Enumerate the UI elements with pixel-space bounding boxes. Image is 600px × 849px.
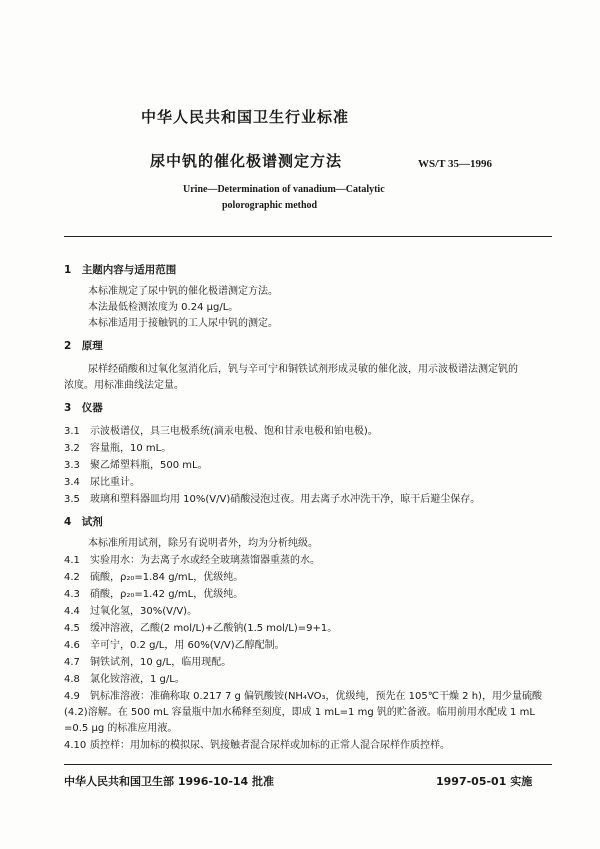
list-item <box>64 736 450 751</box>
list-item <box>64 568 243 583</box>
item-number: 4.1 <box>64 555 80 566</box>
item-text: 铜铁试剂，10 g/L，临用现配。 <box>90 657 232 668</box>
english-title-line-2: polorographic method <box>222 200 318 211</box>
item-text: 硝酸，ρ₂₀=1.42 g/mL，优级纯。 <box>90 589 244 600</box>
issuing-organization: 中华人民共和国卫生行业标准 <box>140 108 349 126</box>
item-number: 4.2 <box>64 572 80 583</box>
item-text: 过氧化氢，30%(V/V)。 <box>90 606 198 617</box>
implementation-date: 1997-05-01 实施 <box>436 775 533 788</box>
item-text: 缓冲溶液，乙酸(2 mol/L)+乙酸钠(1.5 mol/L)=9+1。 <box>90 623 338 634</box>
section-2-line: 浓度。用标准曲线法定量。 <box>64 380 184 391</box>
footer-divider <box>64 764 552 765</box>
item-text: 聚乙烯塑料瓶，500 mL。 <box>90 460 208 471</box>
item-number: 4.7 <box>64 657 80 668</box>
standard-code: WS/T 35—1996 <box>418 158 493 170</box>
item-number: 3.5 <box>64 494 80 505</box>
section-4-heading: 4 试剂 <box>64 516 103 528</box>
english-title-line-1: Urine—Determination of vanadium—Catalytic <box>183 184 385 195</box>
section-1-line: 本法最低检测浓度为 0.24 μg/L。 <box>88 302 239 313</box>
list-item <box>64 551 320 566</box>
list-item <box>64 439 171 454</box>
list-item <box>64 687 542 702</box>
item-number: 4.3 <box>64 589 80 600</box>
list-item <box>64 670 185 685</box>
item-number: 4.5 <box>64 623 80 634</box>
document-title: 尿中钒的催化极谱测定方法 <box>150 152 343 170</box>
item-text: 氯化铵溶液，1 g/L。 <box>90 674 185 685</box>
item-text: 实验用水：为去离子水或经全玻璃蒸馏器重蒸的水。 <box>90 555 320 566</box>
item-text: 辛可宁，0.2 g/L，用 60%(V/V)乙醇配制。 <box>90 640 285 651</box>
header-divider <box>64 236 552 237</box>
item-text: 硫酸，ρ₂₀=1.84 g/mL，优级纯。 <box>90 572 244 583</box>
section-1-heading: 1 主题内容与适用范围 <box>64 264 177 276</box>
item-number: 4.10 <box>64 740 87 751</box>
item-number: 3.4 <box>64 477 80 488</box>
list-item-continuation: (4.2)溶解。在 500 mL 容量瓶中加水稀释至刻度，即成 1 mL=1 mg 钒的贮备液。临用前用水配成 1 mL <box>64 707 535 718</box>
item-text: 容量瓶，10 mL。 <box>90 443 172 454</box>
list-item <box>64 473 140 488</box>
item-number: 4.9 <box>64 691 80 702</box>
section-2-heading: 2 原理 <box>64 340 103 352</box>
item-text: 钒标准溶液：准确称取 0.217 7 g 偏钒酸铵(NH₄VO₃，优级纯，预先在 105℃干燥 2 h)，用少量硫酸 <box>90 691 542 702</box>
section-3-heading: 3 仪器 <box>64 402 103 414</box>
item-text: 玻璃和塑料器皿均用 10%(V/V)硝酸浸泡过夜。用去离子水冲洗干净，晾干后避尘保存。 <box>90 494 481 505</box>
list-item <box>64 585 243 600</box>
list-item <box>64 653 231 668</box>
item-number: 3.3 <box>64 460 80 471</box>
list-item <box>64 422 378 437</box>
section-2-line: 尿样经硝酸和过氧化氢消化后，钒与辛可宁和铜铁试剂形成灵敏的催化波，用示波极谱法测定钒的 <box>88 364 518 375</box>
item-number: 3.2 <box>64 443 80 454</box>
section-1-line: 本标准规定了尿中钒的催化极谱测定方法。 <box>88 286 278 297</box>
section-4-intro: 本标准所用试剂，除另有说明者外，均为分析纯级。 <box>88 538 318 549</box>
approval-note: 中华人民共和国卫生部 1996-10-14 批准 <box>64 775 275 788</box>
list-item <box>64 619 337 634</box>
list-item <box>64 490 480 505</box>
item-number: 4.4 <box>64 606 80 617</box>
list-item <box>64 636 285 651</box>
section-1-line: 本标准适用于接触钒的工人尿中钒的测定。 <box>88 318 278 329</box>
list-item <box>64 456 208 471</box>
item-text: 质控样：用加标的模拟尿、钒接触者混合尿样或加标的正常人混合尿样作质控样。 <box>90 740 450 751</box>
item-number: 4.6 <box>64 640 80 651</box>
list-item <box>64 602 197 617</box>
list-item-continuation: =0.5 μg 的标准应用液。 <box>64 723 178 734</box>
item-text: 尿比重计。 <box>90 477 140 488</box>
item-text: 示波极谱仪，具三电极系统(滴汞电极、饱和甘汞电极和铂电极)。 <box>90 426 378 437</box>
item-number: 3.1 <box>64 426 80 437</box>
item-number: 4.8 <box>64 674 80 685</box>
